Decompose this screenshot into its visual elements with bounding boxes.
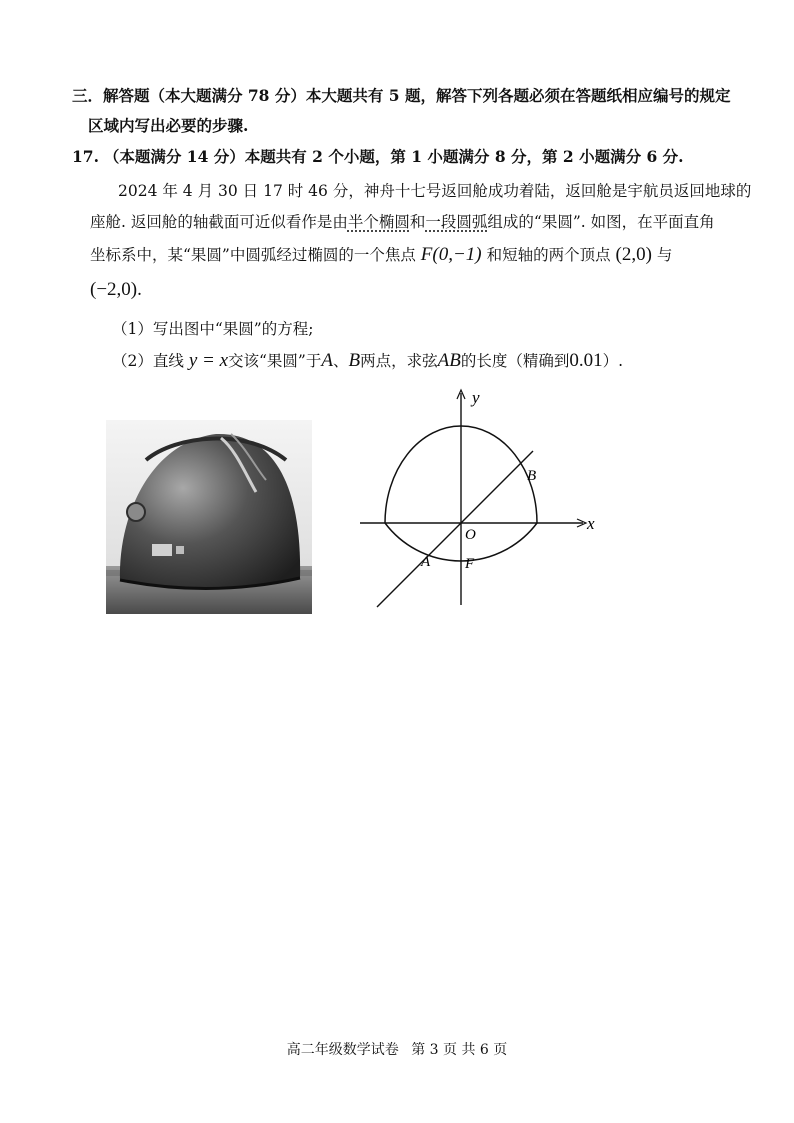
question-2-text: ）.	[602, 352, 624, 370]
question-1	[112, 318, 313, 340]
focus-F-figure-label: F	[465, 556, 475, 572]
vertex-point-2: (−2,0).	[90, 279, 142, 300]
question-2-text: （2）直线	[112, 352, 184, 370]
paragraph-text: 座舱. 返回舱的轴截面可近似看作是由	[90, 213, 348, 231]
question-2-text: 两点，求弦	[360, 352, 438, 370]
paragraph-text: 2024 年 4 月 30 日 17 时 46 分，神舟十七号返回舱成功着陆，返回舱是宇航员返回地球的	[118, 182, 752, 200]
chord-AB: AB	[437, 350, 461, 371]
problem-header	[72, 146, 684, 168]
emphasis-half-ellipse: 半个椭圆	[347, 213, 410, 231]
section-heading-line2	[88, 115, 248, 137]
return-capsule-photo	[106, 420, 312, 614]
point-A-label: A	[321, 350, 333, 371]
y-axis-label: y	[472, 388, 480, 407]
question-2-text: 交该“果圆”于	[228, 352, 322, 370]
page-footer	[0, 1040, 794, 1060]
vertex-point-1: (2,0)	[615, 244, 652, 265]
precision-value: 0.01	[569, 350, 603, 371]
paragraph-text: 组成的“果圆”. 如图，在平面直角	[487, 213, 715, 231]
problem-points: （本题满分 14 分）本题共有 2 个小题，第 1 小题满分 8 分，第 2 小题满分 6 分.	[103, 147, 684, 166]
problem-number: 17.	[72, 147, 99, 166]
origin-label: O	[465, 527, 476, 543]
point-B-figure-label: B	[527, 468, 537, 484]
x-axis-label: x	[587, 514, 595, 533]
paragraph-text: 与	[656, 246, 673, 264]
section-heading-text: 三．解答题（本大题满分 78 分）本大题共有 5 题，解答下列各题必须在答题纸相应编号的规定	[72, 86, 731, 105]
question-2-text: 的长度（精确到	[460, 352, 570, 370]
section-heading-text-2: 区域内写出必要的步骤.	[88, 116, 249, 135]
section-heading-line1	[72, 85, 730, 107]
paragraph-text: 和	[409, 213, 426, 231]
paragraph-text: 坐标系中，某“果圆”中圆弧经过椭圆的一个焦点	[90, 246, 416, 264]
capsule-window	[127, 503, 145, 521]
paragraph-text: 和短轴的两个顶点	[486, 246, 611, 264]
question-2	[112, 350, 623, 372]
problem-paragraph-line3	[90, 244, 672, 266]
footer-title: 高二年级数学试卷	[286, 1042, 399, 1058]
point-B-label: B	[348, 350, 361, 371]
footer-page-number: 第 3 页 共 6 页	[411, 1042, 508, 1058]
line-equation: y = x	[188, 350, 228, 371]
capsule-panel	[152, 544, 172, 556]
question-1-text: （1）写出图中“果圆”的方程;	[112, 320, 314, 338]
problem-paragraph-line4	[90, 279, 142, 301]
line-y-equals-x	[377, 451, 533, 607]
fruit-circle-diagram	[355, 385, 605, 610]
separator: 、	[332, 352, 349, 370]
emphasis-circular-arc: 一段圆弧	[425, 213, 488, 231]
problem-paragraph-line2	[90, 211, 715, 233]
problem-paragraph-line1	[118, 180, 751, 202]
focus-point: F(0,−1)	[420, 244, 482, 265]
point-A-figure-label: A	[421, 554, 431, 570]
